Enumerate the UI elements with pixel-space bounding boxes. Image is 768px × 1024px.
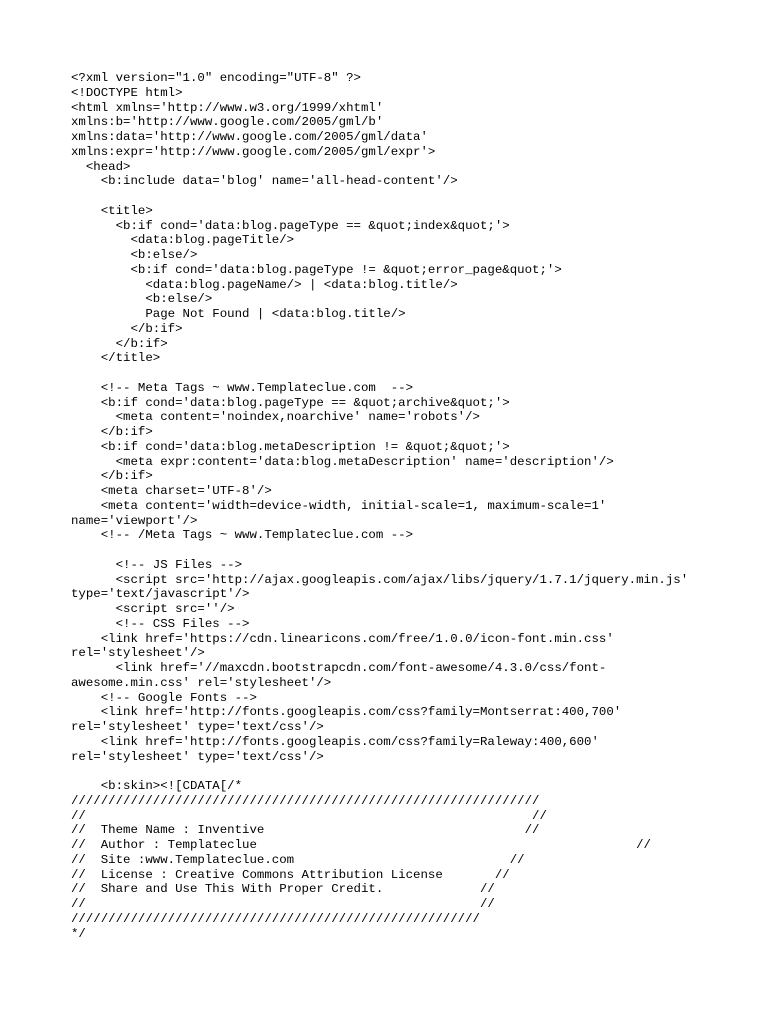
code-line: xmlns:expr='http://www.google.com/2005/gml/expr'>: [71, 144, 436, 159]
code-line: <link href='//maxcdn.bootstrapcdn.com/font-awesome/4.3.0/css/font-: [71, 661, 607, 675]
code-line: xmlns:b='http://www.google.com/2005/gml/b': [71, 115, 384, 130]
code-line: // Author : Templateclue //: [71, 838, 651, 852]
code-line: <meta charset='UTF-8'/>: [71, 484, 272, 498]
code-line: <link href='http://fonts.googleapis.com/css?family=Raleway:400,600': [71, 734, 599, 749]
code-line: // License : Creative Commons Attribution License //: [71, 867, 510, 882]
code-line: <head>: [71, 159, 131, 174]
code-line: <data:blog.pageTitle/>: [71, 233, 295, 248]
code-line: <b:else/>: [71, 292, 213, 307]
code-line: [71, 543, 751, 558]
code-line: <script src=''/>: [71, 602, 235, 616]
code-line: ///////////////////////////////////////////////////////////////: [71, 793, 540, 808]
code-line: <!-- /Meta Tags ~ www.Templateclue.com -->: [71, 528, 414, 543]
code-line: <b:skin><![CDATA[/*: [71, 779, 243, 793]
code-line: <b:else/>: [71, 248, 198, 262]
code-line: type='text/javascript'/>: [71, 587, 250, 602]
code-line: <b:if cond='data:blog.pageType == &quot;archive&quot;'>: [71, 395, 510, 410]
code-line: <!DOCTYPE html>: [71, 85, 183, 100]
code-line: Page Not Found | <data:blog.title/>: [71, 307, 406, 321]
code-line: </b:if>: [71, 336, 168, 351]
code-line: <meta content='noindex,noarchive' name='robots'/>: [71, 410, 480, 425]
code-line: // //: [71, 808, 547, 823]
source-code-document: [71, 71, 751, 941]
code-line: <meta content='width=device-width, initial-scale=1, maximum-scale=1': [71, 498, 607, 513]
code-line: [71, 764, 751, 779]
code-line: <link href='http://fonts.googleapis.com/css?family=Montserrat:400,700': [71, 705, 622, 720]
code-line: // //: [71, 897, 495, 911]
code-line: ///////////////////////////////////////////////////////: [71, 911, 480, 926]
code-line: <!-- CSS Files -->: [71, 616, 250, 631]
code-line: <data:blog.pageName/> | <data:blog.title/>: [71, 277, 458, 292]
code-line: <b:if cond='data:blog.pageType != &quot;error_page&quot;'>: [71, 262, 562, 277]
code-line: rel='stylesheet' type='text/css'/>: [71, 720, 324, 734]
code-line: name='viewport'/>: [71, 513, 198, 528]
code-line: <b:include data='blog' name='all-head-content'/>: [71, 174, 458, 189]
code-line: <!-- Google Fonts -->: [71, 690, 257, 705]
code-line: <title>: [71, 203, 153, 218]
code-line: <meta expr:content='data:blog.metaDescription' name='description'/>: [71, 454, 614, 469]
code-line: // Share and Use This With Proper Credit. //: [71, 882, 495, 897]
code-line: <!-- Meta Tags ~ www.Templateclue.com -->: [71, 380, 414, 395]
code-line: <html xmlns='http://www.w3.org/1999/xhtml': [71, 100, 384, 115]
code-line: <b:if cond='data:blog.pageType == &quot;index&quot;'>: [71, 218, 510, 233]
code-line: */: [71, 926, 86, 941]
code-line: // Site :www.Templateclue.com //: [71, 852, 525, 867]
code-line: <link href='https://cdn.linearicons.com/free/1.0.0/icon-font.min.css': [71, 631, 614, 646]
code-line: rel='stylesheet'/>: [71, 646, 205, 661]
code-line: xmlns:data='http://www.google.com/2005/gml/data': [71, 130, 428, 144]
code-line: <?xml version="1.0" encoding="UTF-8" ?>: [71, 71, 361, 85]
code-line: <script src='http://ajax.googleapis.com/ajax/libs/jquery/1.7.1/jquery.min.js': [71, 572, 689, 587]
code-line: awesome.min.css' rel='stylesheet'/>: [71, 675, 332, 690]
code-line: [71, 366, 751, 381]
code-line: </title>: [71, 351, 161, 366]
code-line: <!-- JS Files -->: [71, 557, 243, 572]
code-line: </b:if>: [71, 425, 153, 439]
code-line: </b:if>: [71, 469, 153, 484]
code-line: [71, 189, 751, 204]
code-line: // Theme Name : Inventive //: [71, 823, 540, 838]
code-line: </b:if>: [71, 321, 183, 336]
code-line: <b:if cond='data:blog.metaDescription != &quot;&quot;'>: [71, 439, 510, 454]
code-line: rel='stylesheet' type='text/css'/>: [71, 749, 324, 764]
